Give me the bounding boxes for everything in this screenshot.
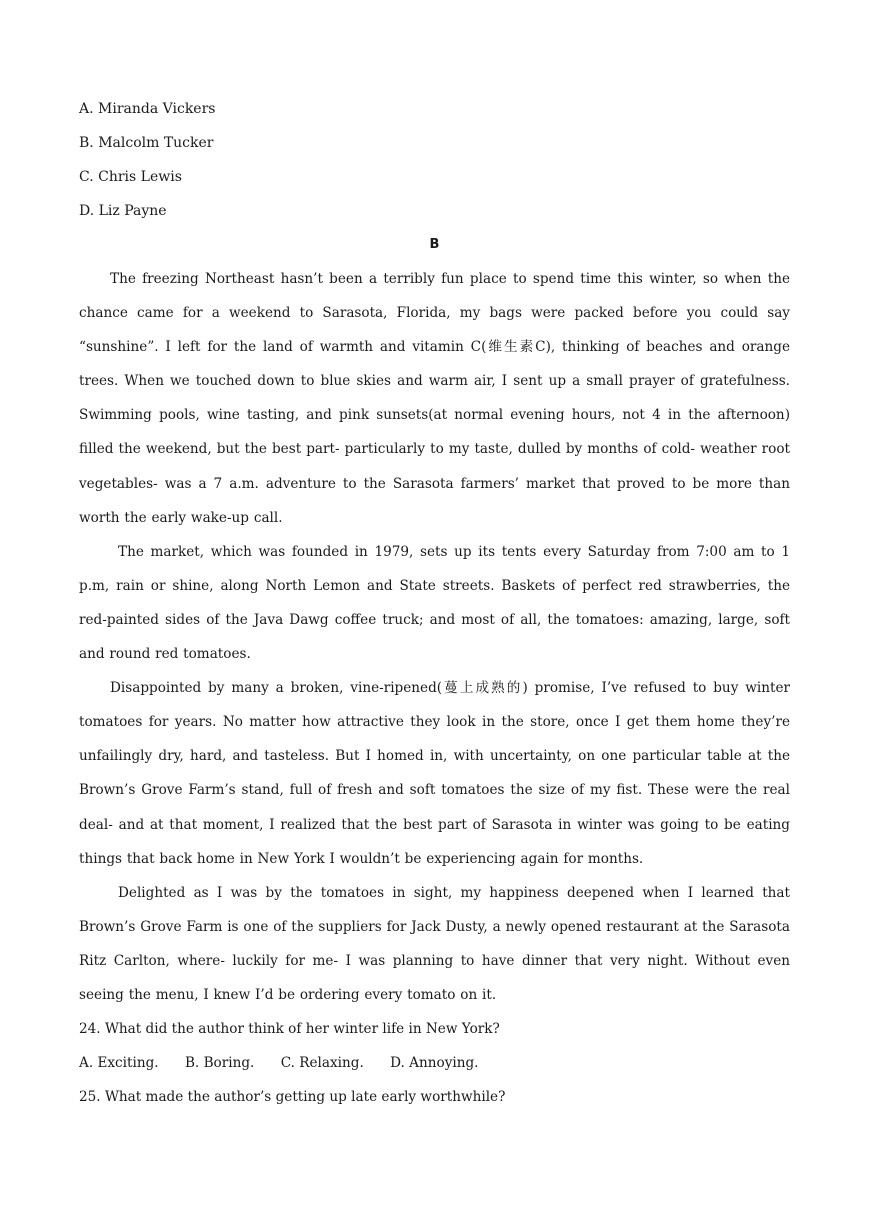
question-25-stem: 25. What made the author’s getting up late early worthwhile? <box>79 1089 506 1106</box>
question-24-choices <box>79 1046 790 1080</box>
prev-option-a: A. Miranda Vickers <box>79 101 216 117</box>
section-label: B <box>429 237 440 252</box>
question-24-choice-a: A. Exciting. <box>79 1055 159 1072</box>
question-24-choice-b: B. Boring. <box>184 1055 255 1072</box>
prev-option-d: D. Liz Payne <box>79 203 167 219</box>
exam-page <box>79 92 790 1114</box>
passage-paragraph-2: The market, which was founded in 1979, sets up its tents every Saturday from 7:00 am to 1 p.m, rain or shine, along North Lemon and State streets. Baskets of perfect red strawberries, the red-painted sides of the Java Dawg coffee truck; and most of all, the tomatoes: amazing, large, soft and round red tomatoes. <box>79 543 790 663</box>
passage-paragraph-4: Delighted as I was by the tomatoes in sight, my happiness deepened when I learned that Brown’s Grove Farm is one of the suppliers for Jack Dusty, a newly opened restaurant at the Sarasota Ritz Carlton, where- luckily for me- I was planning to have dinner that very night. Without even seeing the menu, I knew I’d be ordering every tomato on it. <box>79 884 790 1003</box>
passage-paragraph-1: The freezing Northeast hasn’t been a terribly fun place to spend time this winter, so when the chance came for a weekend to Sarasota, Florida, my bags were packed before you could say “sunshine”. I left for the land of warmth and vitamin C(维生素C), thinking of beaches and orange trees. When we touched down to blue skies and warm air, I sent up a small prayer of gratefulness. Swimming pools, wine tasting, and pink sunsets(at normal evening hours, not 4 in the afternoon) filled the weekend, but the best part- particularly to my taste, dulled by months of cold- weather root vegetables- was a 7 a.m. adventure to the Sarasota farmers’ market that proved to be more than worth the early wake-up call. <box>79 271 790 526</box>
passage-paragraph-3: Disappointed by many a broken, vine-ripened(蔓上成熟的) promise, I’ve refused to buy winter tomatoes for years. No matter how attractive they look in the store, once I get them home they’re unfailingly dry, hard, and tasteless. But I homed in, with uncertainty, on one particular table at the Brown’s Grove Farm’s stand, full of fresh and soft tomatoes the size of my fist. These were the real deal- and at that moment, I realized that the best part of Sarasota in winter was going to be eating things that back home in New York I wouldn’t be experiencing again for months. <box>79 680 790 867</box>
prev-option-b: B. Malcolm Tucker <box>79 135 214 151</box>
question-24-choice-c: C. Relaxing. <box>280 1055 364 1072</box>
prev-option-c: C. Chris Lewis <box>79 169 182 185</box>
question-24-stem: 24. What did the author think of her winter life in New York? <box>79 1021 500 1038</box>
question-24-choice-d: D. Annoying. <box>390 1055 479 1072</box>
